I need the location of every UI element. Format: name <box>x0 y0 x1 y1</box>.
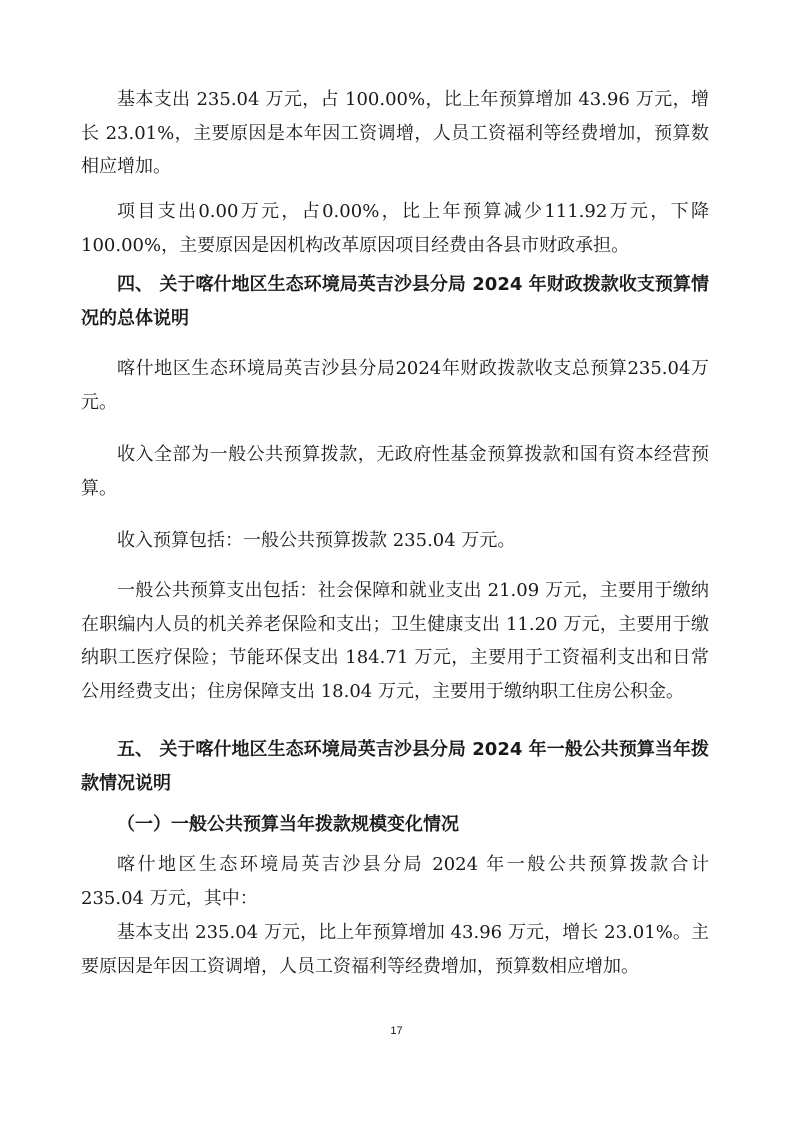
project-expenditure-paragraph: 项目支出0.00万元，占0.00%，比上年预算减少111.92万元，下降100.00%，主要原因是因机构改革原因项目经费由各县市财政承担。 <box>81 201 709 256</box>
income-budget-paragraph: 收入预算包括：一般公共预算拨款 235.04 万元。 <box>117 530 516 551</box>
income-composition-paragraph: 收入全部为一般公共预算拨款，无政府性基金预算拨款和国有资本经营预算。 <box>81 444 709 499</box>
section-five-heading: 五、 关于喀什地区生态环境局英吉沙县分局 2024 年一般公共预算当年拨款情况说明 <box>81 739 709 794</box>
basic-expenditure-change-paragraph: 基本支出 235.04 万元，比上年预算增加 43.96 万元，增长 23.01%。主要原因是年因工资调增，人员工资福利等经费增加，预算数相应增加。 <box>81 922 709 977</box>
basic-expenditure-paragraph: 基本支出 235.04 万元，占 100.00%，比上年预算增加 43.96 万元，增长 23.01%，主要原因是本年因工资调增，人员工资福利等经费增加，预算数相应增加。 <box>81 89 709 177</box>
subsection-one-heading: （一）一般公共预算当年拨款规模变化情况 <box>117 814 459 835</box>
page-number: 17 <box>390 1025 403 1037</box>
appropriation-total-paragraph: 喀什地区生态环境局英吉沙县分局 2024 年一般公共预算拨款合计 235.04 万元，其中： <box>81 854 709 909</box>
general-expenditure-paragraph: 一般公共预算支出包括：社会保障和就业支出 21.09 万元，主要用于缴纳在职编内人员的机关养老保险和支出；卫生健康支出 11.20 万元，主要用于缴纳职工医疗保险；节能环保支出 184.71 万元，主要用于工资福利支出和日常公用经费支出；住房保障支出 18.04 万元，主要用于缴纳职工住房公积金。 <box>81 580 709 702</box>
total-budget-paragraph: 喀什地区生态环境局英吉沙县分局2024年财政拨款收支总预算235.04万元。 <box>81 358 709 413</box>
section-four-heading: 四、 关于喀什地区生态环境局英吉沙县分局 2024 年财政拨款收支预算情况的总体说明 <box>81 274 709 329</box>
